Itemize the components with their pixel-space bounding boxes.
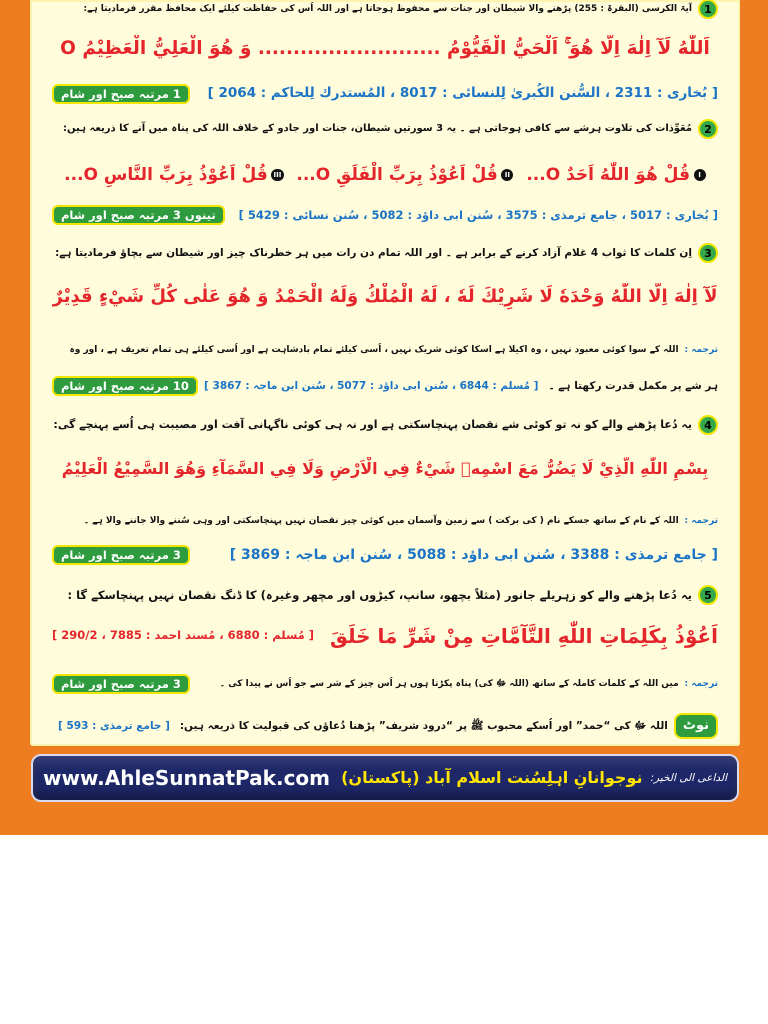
section-4-translation <box>52 514 718 528</box>
surah-nas-text: قُلْ اَعُوْذُ بِرَبِّ النَّاسِ O... <box>64 164 268 185</box>
section-4-translation-row <box>52 509 718 533</box>
section-3-translation-continued <box>204 378 718 395</box>
section-2-reference-row <box>52 203 718 227</box>
section-5-translation-label: ترجمہ : <box>684 678 718 689</box>
organization-group <box>340 765 727 791</box>
section-5-references: [ مُسلم : 6880 ، مُسند احمد : 7885 ، 290/2 ] <box>52 628 315 643</box>
section-2-number: 2 <box>698 119 718 139</box>
section-5-number: 5 <box>698 585 718 605</box>
section-1-number: 1 <box>698 0 718 19</box>
section-1-references: [ بُخاری : 2311 ، السُّنن الکُبریٰ لِلنسائی : 8017 ، المُستدرك لِلحاكم : 2064 ] <box>207 85 718 102</box>
section-5-repetition-badge: 3 مرتبہ صبح اور شام <box>52 674 190 694</box>
section-1-repetition-badge: 1 مرتبہ صبح اور شام <box>52 84 190 104</box>
section-3-arabic-row <box>52 274 718 320</box>
section-3-references: [ مُسلم : 6844 ، سُنن ابی داؤد : 5077 ، سُنن ابن ماجہ : 3867 ] <box>204 379 539 392</box>
content-panel <box>30 0 740 746</box>
website-url: www.AhleSunnatPak.com <box>43 766 331 790</box>
section-3-repetition-badge: 10 مرتبہ صبح اور شام <box>52 376 198 396</box>
footer-bar <box>31 754 739 802</box>
section-4-arabic-text: بِسْمِ اللّٰهِ الَّذِيْ لَا يَضُرُّ مَعَ اسْمِهٖ شَيْءٌ فِي الْاَرْضِ وَلَا فِي السَّمَآءِ وَهُوَ السَّمِيْعُ الْعَلِيْمُ <box>61 458 709 478</box>
section-5-translation <box>196 677 718 691</box>
surah-falaq-text: قُلْ اَعُوْذُ بِرَبِّ الْفَلَقِ O... <box>296 164 498 185</box>
section-3-header: اِن کلمات کا ثواب 4 غلام آزاد کرنے کے برابر ہے ۔ اور اللہ تمام دن رات میں ہر خطرناک چیز اور شیطان سے بچاؤ فرمادیتا ہے: <box>55 246 692 259</box>
section-3-translation-row <box>52 338 718 362</box>
section-4-header: یہ دُعا پڑھنے والے کو نہ تو کوئی شے نقصان پہنچاسکتی ہے اور نہ ہی کوئی ناگہانی آفت اور مصیبت ہی اُسے پہنچے گی: <box>53 418 692 432</box>
note-badge: نوٹ <box>674 713 718 739</box>
section-5-arabic-text: اَعُوْذُ بِكَلِمَاتِ اللّٰهِ التَّآمَّاتِ مِنْ شَرِّ مَا خَلَقَ <box>329 623 718 648</box>
note-content <box>52 718 668 735</box>
section-2-arabic-text <box>52 162 718 188</box>
section-3-translation <box>52 343 718 357</box>
section-3-translation-line-2: ہر شے پر مکمل قدرت رکھتا ہے ۔ <box>548 379 718 392</box>
section-5-header-row <box>52 583 718 607</box>
section-4-header-row <box>52 413 718 437</box>
section-3-translation-label: ترجمہ : <box>684 344 718 355</box>
section-1-arabic-text: اَللّٰهُ لَآ اِلٰهَ اِلَّا هُوَ ۚ اَلْحَيُّ الْقَيُّوْمُ .......................... وَ هُوَ الْعَلِيُّ الْعَظِيْمُ O <box>60 37 710 59</box>
section-4-translation-text: اللہ کے نام کے ساتھ جسکے نام ( کی برکت ) سے زمین وآسمان میں کوئی چیز نقصان نہیں پہنچاسکتی اور وہی سُننے والا جاننے والا ہے ۔ <box>83 515 679 526</box>
section-4-reference-row <box>52 543 718 567</box>
section-4-number: 4 <box>698 415 718 435</box>
surah-marker-3: III <box>271 169 283 181</box>
credit-label: الداعی الی الخیر: <box>650 772 727 784</box>
section-1-header: آیۃ الکرسی (البقرۃ : 255) پڑھنے والا شیطان اور جنات سے محفوظ ہوجاتا ہے اور اللہ اُس کی حفاظت کیلئے ایک محافظ مقرر فرمادیتا ہے: <box>83 3 692 14</box>
section-4-arabic-row <box>52 446 718 492</box>
section-3-number: 3 <box>698 243 718 263</box>
section-5-header: یہ دُعا پڑھنے والے کو زہریلے جانور (مثلاً بچھو، سانپ، کیڑوں اور مچھر وغیرہ) کا ڈنگ نقصان نہیں پہنچاسکے گا : <box>67 587 692 602</box>
note-row <box>52 712 718 740</box>
section-2-references: [ بُخاری : 5017 ، جامع ترمذی : 3575 ، سُنن ابی داؤد : 5082 ، سُنن نسائی : 5429 ] <box>238 207 718 222</box>
section-3-header-row <box>52 241 718 265</box>
section-5-translation-row <box>52 672 718 696</box>
surah-marker-2: II <box>501 169 513 181</box>
section-2-header-row <box>52 117 718 141</box>
section-1-header-row <box>52 0 718 21</box>
organization-name: نوجوانانِ اہلِسُنت اسلام آباد (پاکستان) <box>341 768 643 788</box>
section-5-translation-text: میں اللہ کے کلمات کاملہ کے ساتھ (اللہ ﷻ کی) پناہ پکڑتا ہوں ہر اُس چیز کے شر سے جو اُس نے پیدا کی ۔ <box>219 678 679 689</box>
section-3-arabic-text: لَآ اِلٰهَ اِلَّا اللّٰهُ وَحْدَهٗ لَا شَرِيْكَ لَهٗ ، لَهُ الْمُلْكُ وَلَهُ الْحَمْدُ وَ هُوَ عَلٰى كُلِّ شَيْءٍ قَدِيْرٌ <box>52 286 718 308</box>
note-text: اللہ ﷻ کی “حمد” اور اُسکے محبوب ﷺ پر “درود شریف” پڑھنا دُعاؤں کی قبولیت کا ذریعہ ہیں: <box>179 719 668 732</box>
section-5-arabic-row <box>52 615 718 657</box>
section-1-reference-row <box>52 82 718 106</box>
section-4-references: [ جامع ترمذی : 3388 ، سُنن ابی داؤد : 5088 ، سُنن ابن ماجہ : 3869 ] <box>229 546 718 563</box>
section-2-arabic-row <box>52 154 718 196</box>
section-4-translation-label: ترجمہ : <box>684 515 718 526</box>
surah-ikhlas-text: قُلْ هُوَ اللّٰهُ اَحَدٌ O... <box>526 164 690 185</box>
section-3-translation-line-1: اللہ کے سوا کوئی معبود نہیں ، وہ اکیلا ہے اسکا کوئی شریک نہیں ، اُسی کیلئے تمام بادشاہت ہے اور اُسی کیلئے ہی تمام تعریف ہے ، اور وہ <box>69 344 679 355</box>
section-4-repetition-badge: 3 مرتبہ صبح اور شام <box>52 545 190 565</box>
section-2-repetition-badge: تینوں 3 مرتبہ صبح اور شام <box>52 205 225 225</box>
section-1-arabic-row <box>52 29 718 69</box>
section-2-header: مُعَوِّذات کی تلاوت ہرشے سے کافی ہوجاتی ہے ۔ یہ 3 سورتیں شیطان، جنات اور جادو کے خلاف اللہ کی پناہ میں آنے کا ذریعہ ہیں: <box>63 123 692 134</box>
note-references: [ جامع ترمذی : 593 ] <box>58 719 170 732</box>
surah-marker-1: I <box>694 169 706 181</box>
section-3-reference-row <box>52 374 718 398</box>
